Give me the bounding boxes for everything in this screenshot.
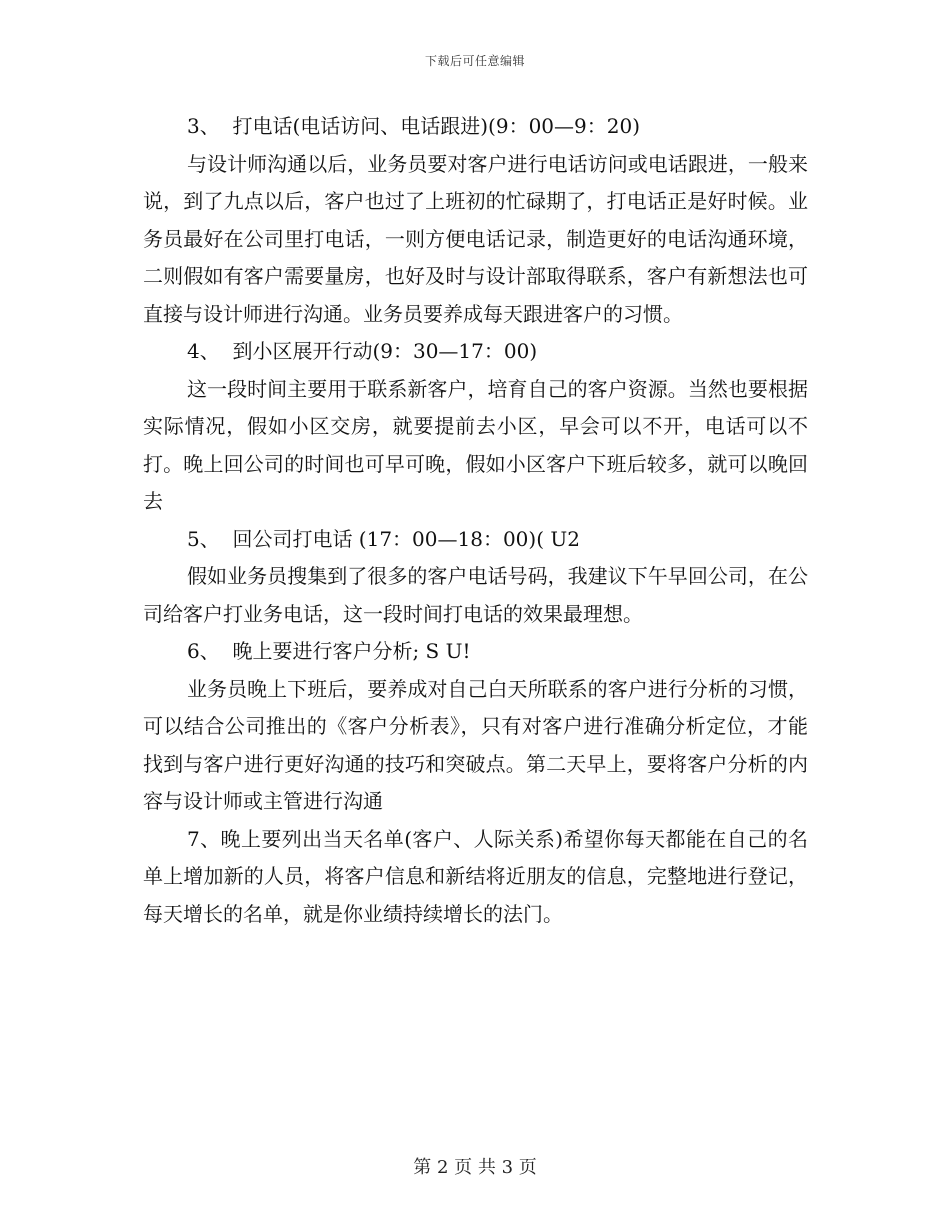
section-heading-4: 4、 到小区展开行动(9：30—17：00) [187,339,538,363]
document-body [143,108,808,933]
section-body-7: 7、晚上要列出当天名单(客户、人际关系)希望你每天都能在自己的名单上增加新的人员，将客户信息和新结将近朋友的信息，完整地进行登记，每天增长的名单，就是你业绩持续增长的法门。 [143,826,808,926]
section-heading-5: 5、 回公司打电话 (17：00—18：00)( U2 [187,526,580,551]
page-header-note: 下载后可任意编辑 [424,54,525,68]
section-body-6: 业务员晚上下班后，要养成对自己白天所联系的客户进行分析的习惯，可以结合公司推出的《客户分析表》，只有对客户进行准确分析定位，才能找到与客户进行更好沟通的技巧和突破点。第二天早上，要将客户分析的内容与设计师或主管进行沟通 [143,676,808,813]
section-body-3: 与设计师沟通以后，业务员要对客户进行电话访问或电话跟进，一般来说，到了九点以后，客户也过了上班初的忙碌期了，打电话正是好时候。业务员最好在公司里打电话，一则方便电话记录，制造更好的电话沟通环境，二则假如有客户需要量房，也好及时与设计部取得联系，客户有新想法也可直接与设计师进行沟通。业务员要养成每天跟进客户的习惯。 [143,151,808,326]
section-body-4: 这一段时间主要用于联系新客户，培育自己的客户资源。当然也要根据实际情况，假如小区交房，就要提前去小区，早会可以不开，电话可以不打。晚上回公司的时间也可早可晚，假如小区客户下班后较多，就可以晚回去 [143,376,808,513]
section-heading-3: 3、 打电话(电话访问、电话跟进)(9：00—9：20) [187,114,640,138]
page-number-footer: 第 2 页 共 3 页 [413,1157,537,1178]
section-heading-6: 6、 晚上要进行客户分析; S U! [187,639,471,663]
section-body-5: 假如业务员搜集到了很多的客户电话号码，我建议下午早回公司，在公司给客户打业务电话，这一段时间打电话的效果最理想。 [143,564,808,626]
